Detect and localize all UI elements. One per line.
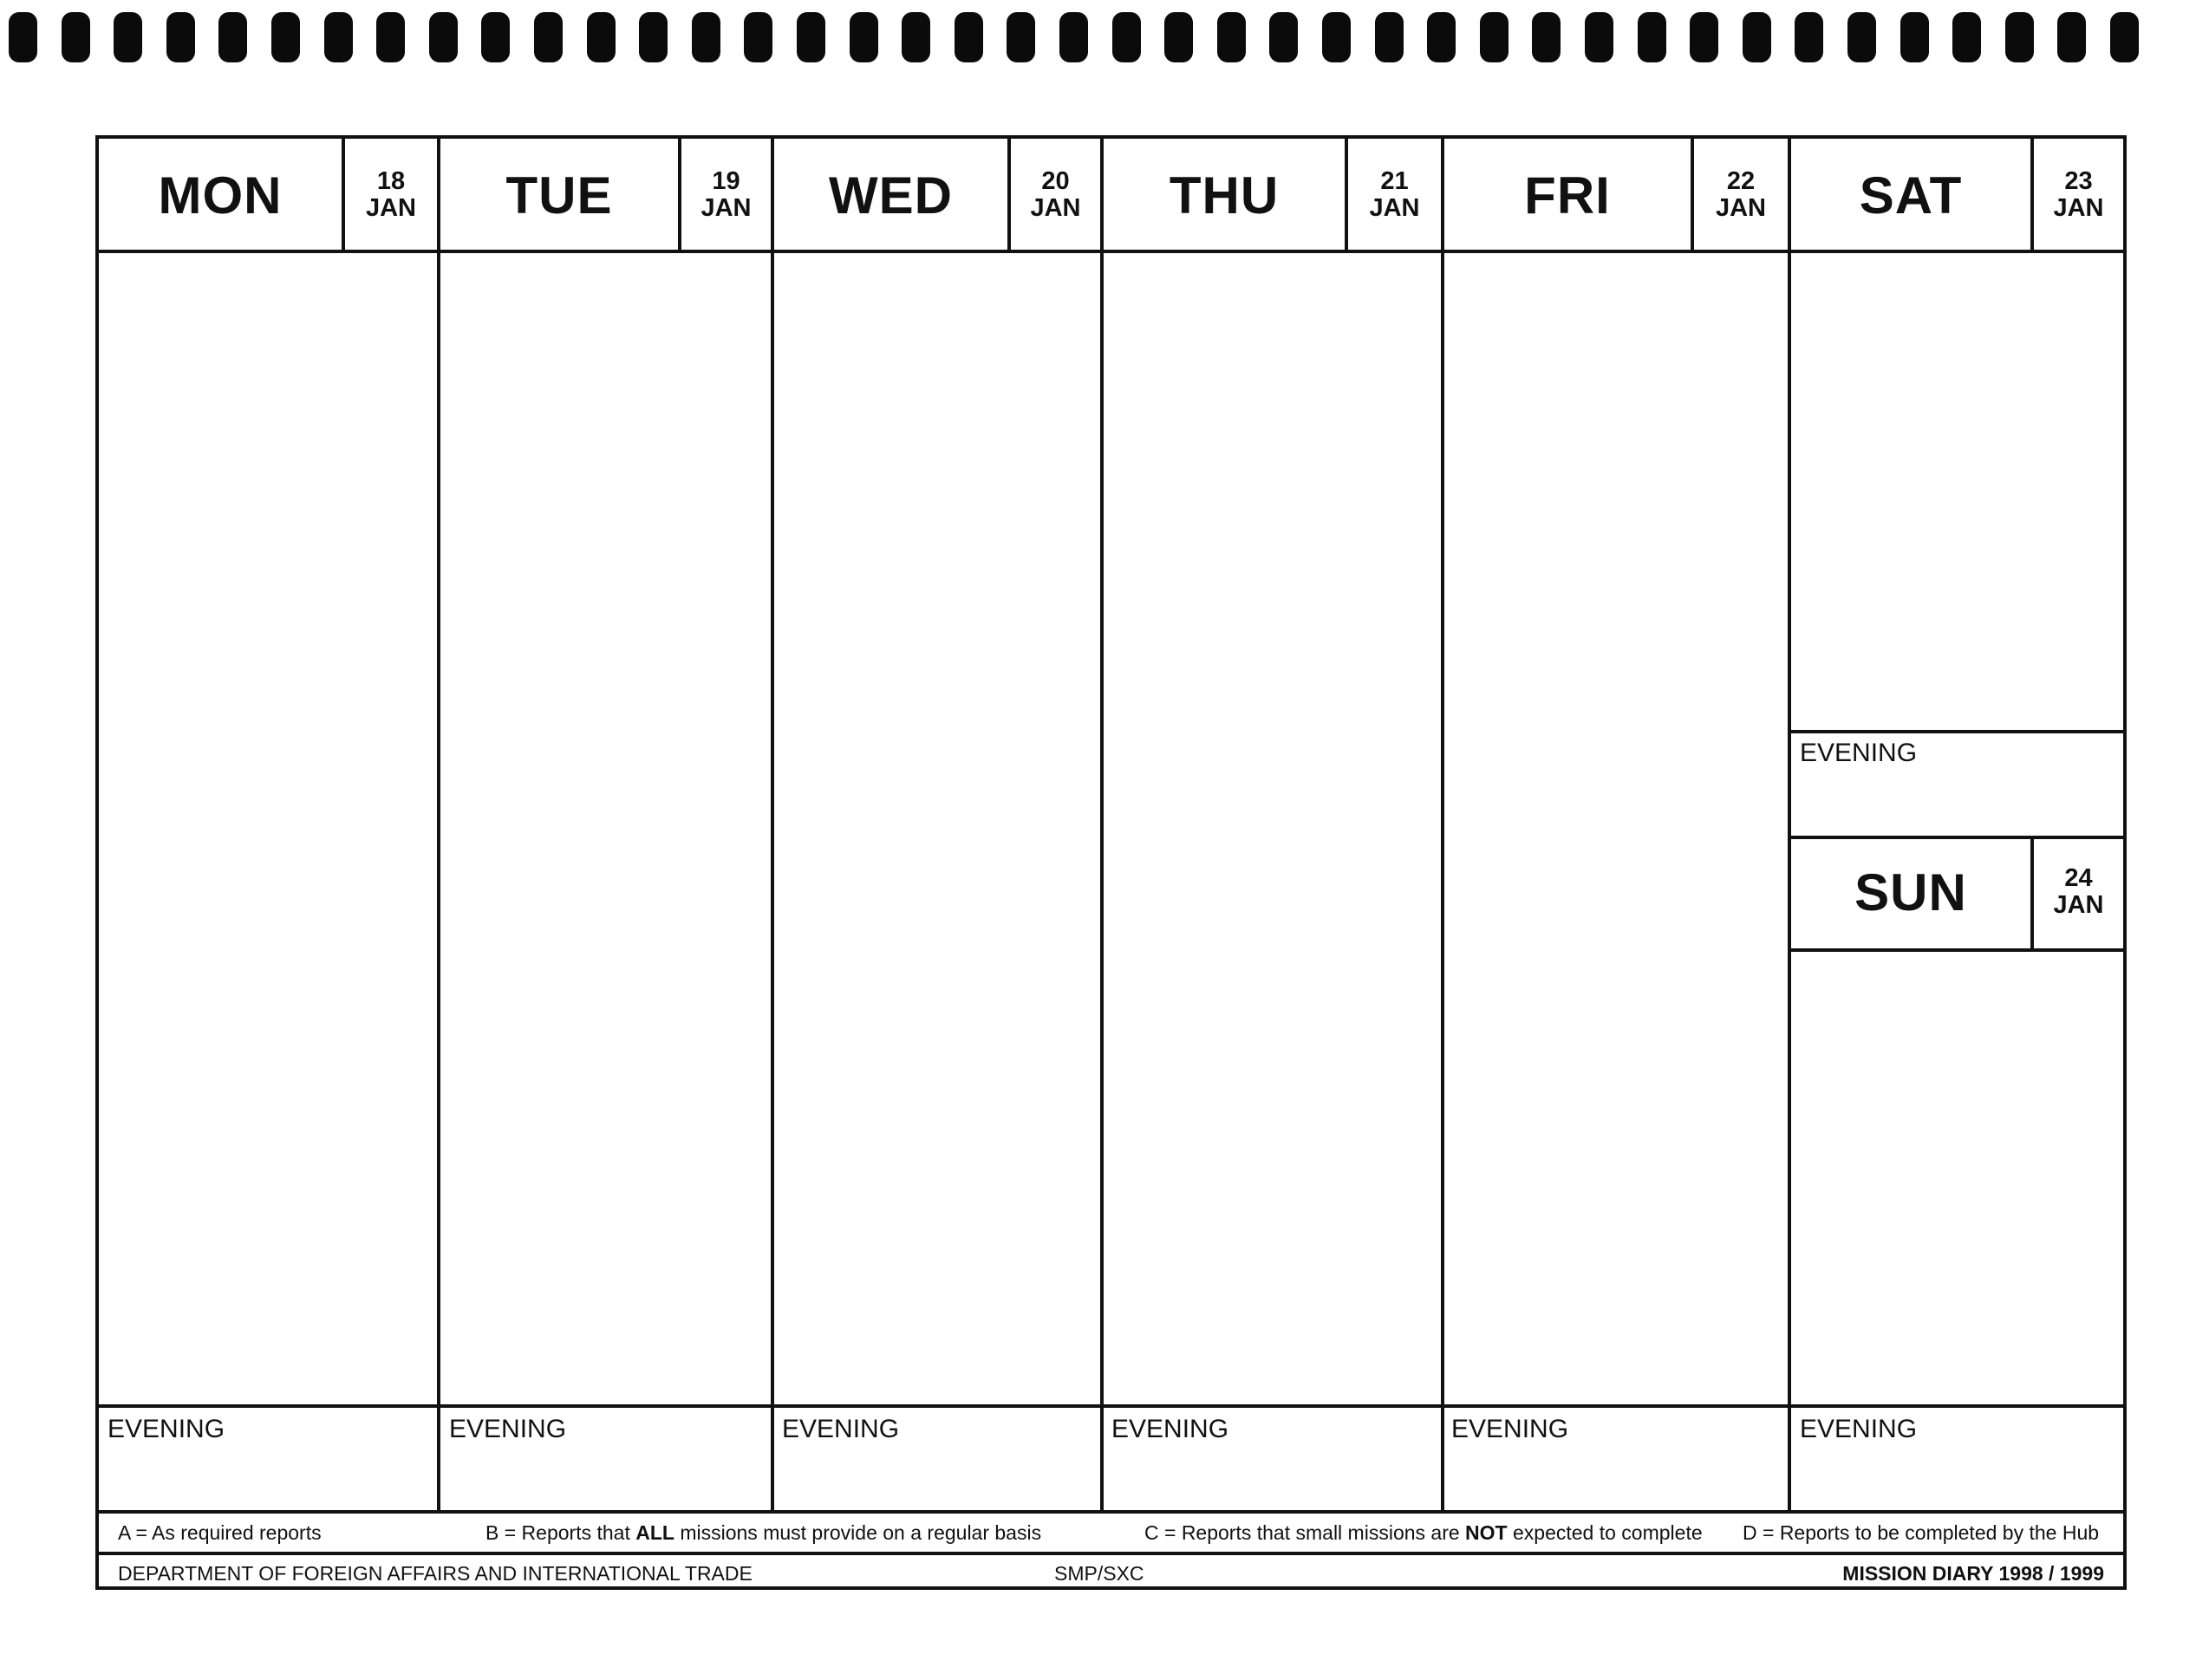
footer-code: SMP/SXC	[1054, 1562, 1144, 1585]
binding-hole	[1112, 12, 1141, 62]
binding-hole	[429, 12, 458, 62]
date-month: JAN	[701, 194, 752, 222]
binding-hole	[1269, 12, 1298, 62]
binding-hole	[1322, 12, 1351, 62]
binding-hole	[1480, 12, 1509, 62]
date-day: 24	[2064, 864, 2093, 892]
day-name-mon: MON	[158, 166, 283, 225]
day-name-wed: WED	[829, 166, 953, 225]
binding-hole	[62, 12, 90, 62]
date-sun	[2034, 836, 2123, 948]
binding-hole	[1638, 12, 1666, 62]
evening-label-sun: EVENING	[1800, 1415, 1918, 1443]
legend-b	[485, 1514, 1041, 1552]
column-divider	[437, 139, 440, 1510]
binding-hole	[1532, 12, 1561, 62]
binding-hole	[902, 12, 930, 62]
legend-d: D = Reports to be completed by the Hub	[1743, 1521, 2100, 1544]
date-month: JAN	[1030, 194, 1081, 222]
day-name-tue: TUE	[505, 166, 613, 225]
date-mon	[345, 139, 437, 251]
binding-hole	[1059, 12, 1088, 62]
binding-hole	[1900, 12, 1929, 62]
binding-hole	[639, 12, 668, 62]
binding-hole	[692, 12, 720, 62]
day-name-fri: FRI	[1524, 166, 1611, 225]
binding-hole	[376, 12, 405, 62]
date-month: JAN	[2053, 194, 2104, 222]
evening-label-wed: EVENING	[782, 1415, 900, 1443]
weekly-diary-page	[95, 135, 2127, 1590]
binding-hole	[1217, 12, 1246, 62]
date-day: 18	[376, 167, 406, 195]
binding-hole	[850, 12, 878, 62]
date-wed	[1011, 139, 1100, 251]
evening-top-line	[99, 1404, 2123, 1408]
date-day: 21	[1380, 167, 1409, 195]
binding-hole	[1847, 12, 1876, 62]
binding-hole	[1585, 12, 1613, 62]
binding-hole	[1164, 12, 1193, 62]
day-name-thu: THU	[1169, 166, 1280, 225]
binding-hole	[271, 12, 300, 62]
legend-b-text-end: missions must provide on a regular basis	[674, 1521, 1042, 1544]
date-thu	[1348, 139, 1441, 251]
binding-hole	[955, 12, 983, 62]
date-tue	[681, 139, 771, 251]
footer-diary-title: MISSION DIARY 1998 / 1999	[1842, 1562, 2104, 1585]
date-month: JAN	[1715, 194, 1766, 222]
binding-hole	[1427, 12, 1456, 62]
date-sat	[2034, 139, 2123, 251]
spiral-binding	[0, 12, 2196, 64]
binding-hole	[114, 12, 142, 62]
legend-c-text-end: expected to complete	[1507, 1521, 1703, 1544]
evening-label-sat: EVENING	[1800, 739, 1918, 767]
column-divider	[1441, 139, 1444, 1510]
binding-hole	[324, 12, 353, 62]
binding-hole	[481, 12, 510, 62]
legend-c	[1144, 1514, 1703, 1552]
binding-hole	[9, 12, 37, 62]
day-name-sat: SAT	[1859, 166, 1963, 225]
binding-hole	[1952, 12, 1981, 62]
date-month: JAN	[1369, 194, 1420, 222]
binding-hole	[1007, 12, 1035, 62]
evening-label-thu: EVENING	[1111, 1415, 1229, 1443]
binding-hole	[744, 12, 772, 62]
sat-evening-top-line	[1789, 730, 2123, 733]
date-day: 20	[1041, 167, 1070, 195]
binding-hole	[2005, 12, 2034, 62]
binding-hole	[1690, 12, 1718, 62]
binding-hole	[797, 12, 825, 62]
date-month: JAN	[365, 194, 416, 222]
date-day: 19	[712, 167, 740, 195]
binding-hole	[2057, 12, 2086, 62]
date-day: 23	[2064, 167, 2093, 195]
date-month: JAN	[2053, 891, 2104, 919]
legend-a: A = As required reports	[118, 1521, 322, 1544]
column-divider	[1788, 139, 1791, 1510]
binding-hole	[1743, 12, 1771, 62]
evening-label-fri: EVENING	[1451, 1415, 1569, 1443]
binding-hole	[2110, 12, 2139, 62]
binding-hole	[1795, 12, 1823, 62]
binding-hole	[534, 12, 563, 62]
binding-hole	[166, 12, 195, 62]
day-name-sun: SUN	[1854, 863, 1967, 921]
legend-b-text: B = Reports that	[485, 1521, 636, 1544]
binding-hole	[1375, 12, 1404, 62]
legend-c-text: C = Reports that small missions are	[1144, 1521, 1466, 1544]
evening-label-mon: EVENING	[108, 1415, 225, 1443]
evening-label-tue: EVENING	[449, 1415, 567, 1443]
date-day: 22	[1726, 167, 1756, 195]
legend-c-emphasis: NOT	[1465, 1521, 1508, 1544]
sun-header-bottom-line	[1789, 948, 2123, 952]
binding-hole	[218, 12, 247, 62]
column-divider	[1100, 139, 1104, 1510]
column-divider	[771, 139, 774, 1510]
legend-b-emphasis: ALL	[635, 1521, 674, 1544]
date-fri	[1694, 139, 1788, 251]
binding-hole	[587, 12, 616, 62]
footer-department: DEPARTMENT OF FOREIGN AFFAIRS AND INTERNATIONAL TRADE	[118, 1562, 753, 1585]
